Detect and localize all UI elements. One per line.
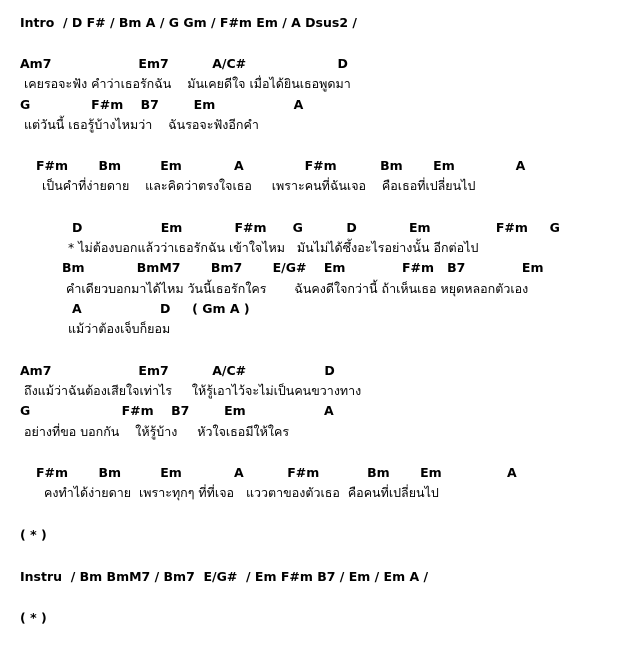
chord-line: Am7 Em7 A/C# D <box>20 363 335 378</box>
lyric-line: แต่วันนี้ เธอรู้บ้างไหมว่า ฉันรอจะฟังอีกคำ <box>24 117 259 132</box>
lyric-line: เคยรอจะฟัง คำว่าเธอรักฉัน มันเคยดีใจ เมื่อได้ยินเธอพูดมา <box>24 76 351 91</box>
lyric-line: ถึงแม้ว่าฉันต้องเสียใจเท่าไร ให้รู้เอาไว้จะไม่เป็นคนขวางทาง <box>24 383 362 398</box>
lyric-line: คำเดียวบอกมาได้ไหม วันนี้เธอรักใคร ฉันคงดีใจกว่านี้ ถ้าเห็นเธอ หยุดหลอกตัวเอง <box>66 281 529 296</box>
chord-line: A D ( Gm A ) <box>72 301 250 316</box>
chord-line: F#m Bm Em A F#m Bm Em A <box>36 158 526 173</box>
chord-line: G F#m B7 Em A <box>20 403 334 418</box>
lyric-line: เป็นคำที่ง่ายดาย และคิดว่าตรงใจเธอ เพราะคนที่ฉันเจอ คือเธอที่เปลี่ยนไป <box>42 178 476 193</box>
intro-line: Intro / D F# / Bm A / G Gm / F#m Em / A Dsus2 / <box>20 15 357 30</box>
chord-line: Am7 Em7 A/C# D <box>20 56 348 71</box>
lyric-line: * ไม่ต้องบอกแล้วว่าเธอรักฉัน เข้าใจไหม มันไม่ได้ซึ้งอะไรอย่างนั้น อีกต่อไป <box>68 240 479 255</box>
chorus-repeat-marker: ( * ) <box>20 527 47 542</box>
instrumental-line: Instru / Bm BmM7 / Bm7 E/G# / Em F#m B7 / Em / Em A / <box>20 569 429 584</box>
lyric-line: อย่างที่ขอ บอกกัน ให้รู้บ้าง หัวใจเธอมีให้ใคร <box>24 424 290 439</box>
chord-line: G F#m B7 Em A <box>20 97 304 112</box>
lyric-line: แม้ว่าต้องเจ็บก็ยอม <box>68 321 171 336</box>
chorus-repeat-marker: ( * ) <box>20 610 47 625</box>
chord-line: F#m Bm Em A F#m Bm Em A <box>36 465 517 480</box>
chord-line: Bm BmM7 Bm7 E/G# Em F#m B7 Em <box>62 260 544 275</box>
chord-line: D Em F#m G D Em F#m G <box>72 220 560 235</box>
lyric-line: คงทำได้ง่ายดาย เพราะทุกๆ ที่ที่เจอ แววตาของตัวเธอ คือคนที่เปลี่ยนไป <box>44 485 439 500</box>
